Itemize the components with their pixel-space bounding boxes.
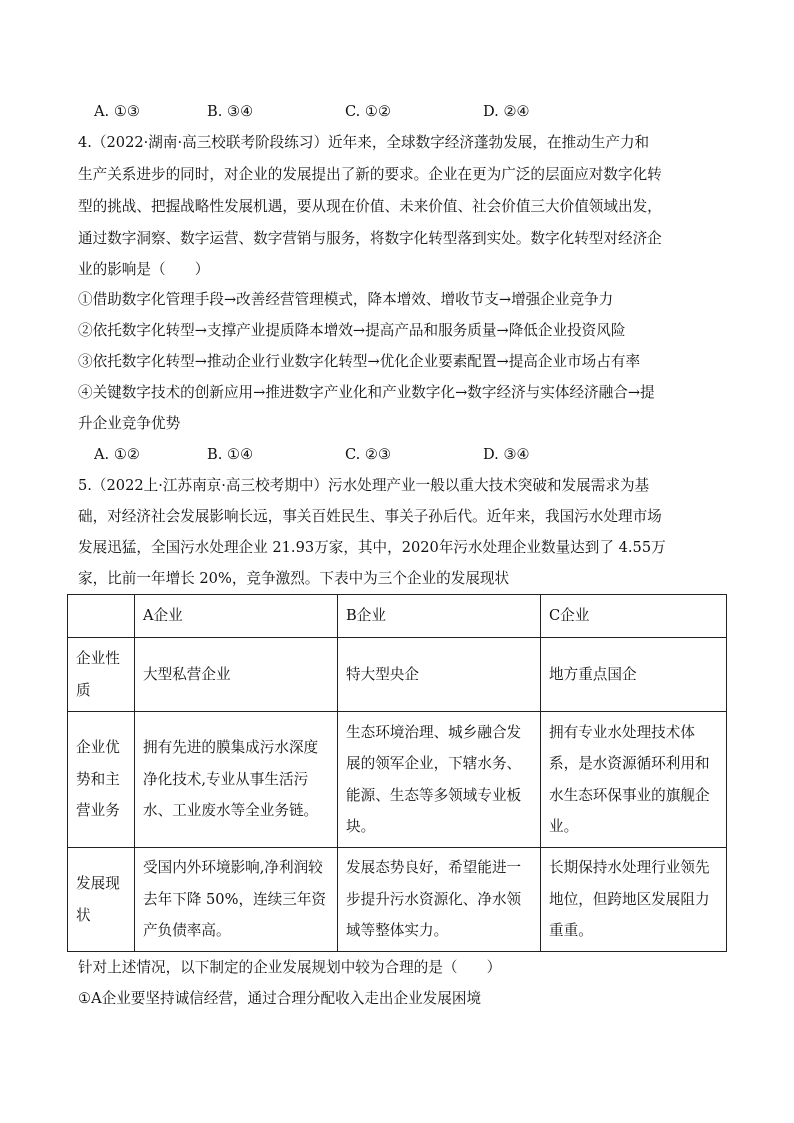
q5-stem-line: 础，对经济社会发展影响长远，事关百姓民生、事关子孙后代。近年来，我国污水处理市场 — [78, 508, 662, 525]
q4-item-3: ③依托数字化转型→推动企业行业数字化转型→优化企业要素配置→提高企业市场占有率 — [78, 353, 641, 370]
q5-stem-line: 发展迅猛，全国污水处理企业 21.93万家，其中，2020年污水处理企业数量达到了 4.55万 — [78, 539, 666, 556]
q3-option-a: A. ①③ — [94, 103, 140, 120]
enterprise-table — [67, 594, 727, 952]
table-cell: 大型私营企业 — [135, 638, 338, 712]
table-row-label: 发展现状 — [68, 848, 135, 952]
q3-options — [94, 102, 530, 122]
q4-stem-line: 业的影响是（ ） — [78, 261, 210, 278]
q4-item-4: ④关键数字技术的创新应用→推进数字产业化和产业数字化→数字经济与实体经济融合→提 — [78, 384, 655, 401]
table-cell: 发展态势良好，希望能进一步提升污水资源化、净水领域等整体实力。 — [338, 848, 541, 952]
q3-option-d: D. ②④ — [483, 103, 530, 120]
q4-option-b: B. ①④ — [207, 446, 254, 463]
table-cell: 地方重点国企 — [541, 638, 727, 712]
table-cell: 特大型央企 — [338, 638, 541, 712]
table-header-cell: B企业 — [338, 595, 541, 638]
q4-stem-line: 型的挑战、把握战略性发展机遇，要从现在价值、未来价值、社会价值三大价值领域出发， — [78, 198, 662, 215]
q5-stem-line: 5.（2022上·江苏南京·高三校考期中）污水处理产业一般以重大技术突破和发展需求为基 — [78, 477, 650, 494]
q4-item-4-cont: 升企业竞争优势 — [78, 415, 181, 432]
q4-stem-line: 通过数字洞察、数字运营、数字营销与服务，将数字化转型落到实处。数字化转型对经济企 — [78, 230, 662, 247]
table-header-row — [68, 595, 727, 638]
table-row — [68, 638, 727, 712]
table-row-label: 企业优势和主营业务 — [68, 712, 135, 848]
q4-stem-line: 生产关系进步的同时，对企业的发展提出了新的要求。企业在更为广泛的层面应对数字化转 — [78, 166, 662, 183]
q4-item-1: ①借助数字化管理手段→改善经营管理模式，降本增效、增收节支→增强企业竞争力 — [78, 291, 614, 308]
q4-options — [94, 445, 530, 465]
q5-question-line: 针对上述情况，以下制定的企业发展规划中较为合理的是（ ） — [78, 959, 502, 976]
q4-option-a: A. ①② — [94, 446, 140, 463]
q4-option-c: C. ②③ — [345, 446, 392, 463]
table-row — [68, 848, 727, 952]
q5-item-1: ①A企业要坚持诚信经营，通过合理分配收入走出企业发展困境 — [78, 990, 482, 1007]
table-header-cell: C企业 — [541, 595, 727, 638]
q4-stem-line: 4.（2022·湖南·高三校联考阶段练习）近年来，全球数字经济蓬勃发展，在推动生产力和 — [78, 134, 650, 151]
q4-item-2: ②依托数字化转型→支撑产业提质降本增效→提高产品和服务质量→降低企业投资风险 — [78, 322, 626, 339]
table-header-cell: A企业 — [135, 595, 338, 638]
table-cell: 拥有先进的膜集成污水深度净化技术,专业从事生活污水、工业废水等全业务链。 — [135, 712, 338, 848]
q3-option-b: B. ③④ — [207, 103, 254, 120]
q5-stem-line: 家，比前一年增长 20%，竞争激烈。下表中为三个企业的发展现状 — [78, 570, 510, 587]
q3-option-c: C. ①② — [345, 103, 392, 120]
table-row-label: 企业性质 — [68, 638, 135, 712]
q4-option-d: D. ③④ — [483, 446, 530, 463]
table-cell: 生态环境治理、城乡融合发展的领军企业，下辖水务、能源、生态等多领域专业板块。 — [338, 712, 541, 848]
table-row — [68, 712, 727, 848]
table-cell: 拥有专业水处理技术体系，是水资源循环利用和水生态环保事业的旗舰企业。 — [541, 712, 727, 848]
table-cell: 受国内外环境影响,净利润较去年下降 50%，连续三年资产负债率高。 — [135, 848, 338, 952]
table-cell: 长期保持水处理行业领先地位，但跨地区发展阻力重重。 — [541, 848, 727, 952]
table-header-cell — [68, 595, 135, 638]
